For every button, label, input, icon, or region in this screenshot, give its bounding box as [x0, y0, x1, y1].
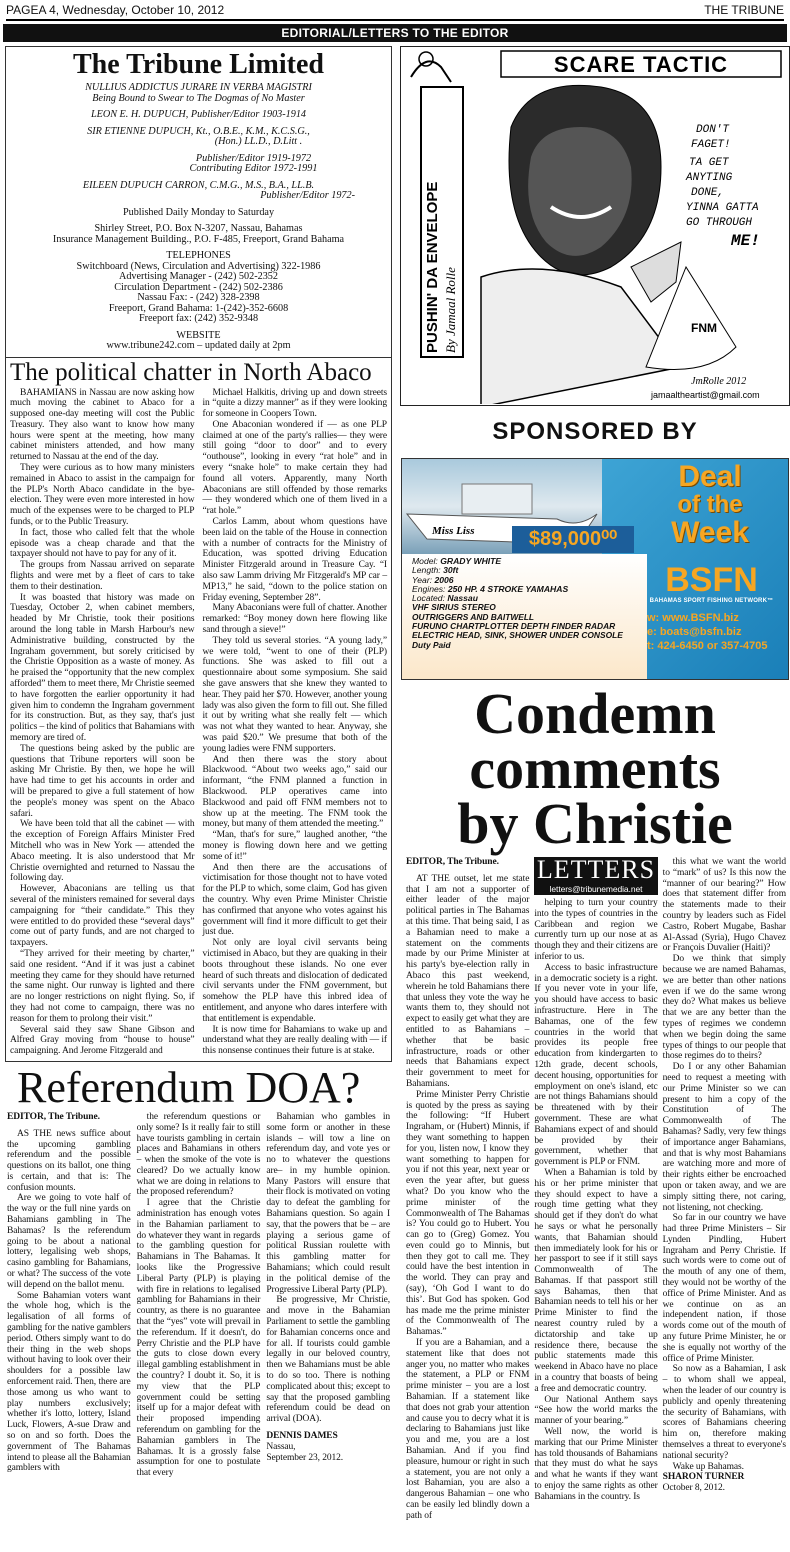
- paragraph: Prime Minister Perry Christie is quoted by the press as saying the following: “If Hubert Ingraham, or (Hubert) Minnis, if they want something to happen for you, listen now, I know they want something to happen for you if not this year, next year or even the year after, but guess what? Do you know who the prime minister of the Commonwealth of The Bahamas is? You could go to Hubert. You can go to (Greg) Gomez. You even could go to Minnis, but then they got to call me. They could have the best intention in the world. They can pray and (say), ‘Oh God I want to do this’. But God has spoken. God has made me the prime minister of the Commonwealth of The Bahamas.”: [406, 1089, 530, 1338]
- paper-name: THE TRIBUNE: [704, 3, 784, 17]
- paragraph: So now as a Bahamian, I ask – to whom shall we appeal, when the leader of our country is publicly and openly threatening the security of Bahamians, with scores of Bahamians cheering him on, therefore making themselves a threat to everyone's national security?: [662, 1364, 786, 1461]
- paragraph: They told us several stories. “A young lady,” we were told, “went to one of their (PLP) functions. She was asked to fill out a questionnaire about some symposium. She said she gave answers that she knew they wanted to hear. They paid her $70. However, another young lady was also given the form to fill out. She filled it out by writing what she really felt — which was not what they wanted to hear. Anyway, she was paid $20.” We presume that both of the young ladies were FNM supporters.: [202, 635, 387, 754]
- boat-feature: OUTRIGGERS AND BAITWELL: [412, 611, 535, 622]
- condemn-column-1: [406, 857, 529, 1522]
- publisher-eileen-years: Publisher/Editor 1972-: [260, 190, 355, 201]
- chatter-column-2: [203, 388, 388, 1057]
- paragraph: Carlos Lamm, about whom questions have been laid on the table of the House in connection with a number of contracts for the Ministry of Education, was spotted driving Education Minister Fitzgerald around in Treasure Cay. “I also saw Lamm driving Mr Fitzgerald's MP car – MP13,” he said, “down to the police station on Friday evening, September 28”.: [202, 517, 387, 603]
- publisher-etienne-years: Publisher/Editor 1919-1972: [195, 152, 312, 164]
- ad-email[interactable]: e: boats@bsfn.biz: [647, 626, 742, 638]
- svg-text:GO THROUGH: GO THROUGH: [686, 217, 753, 229]
- paragraph: And then there was the story about Blackwood. “About two weeks ago,” said our informant, “the FNM planned a function in Blackwood. PLP operatives came into Blackwood and paid off FNM members not to show up at the meeting. The FNM took the money, but many of them attended the meeting.”: [202, 754, 387, 830]
- cartoon-byline: By Jamaal Rolle: [443, 267, 458, 353]
- cartoonist-email: jamaaltheartist@gmail.com: [651, 390, 760, 400]
- svg-text:TA GET: TA GET: [689, 157, 729, 169]
- chatter-column-1: [10, 388, 195, 1057]
- letters-email[interactable]: letters@tribunemedia.net: [549, 884, 643, 894]
- motto-translation: Being Bound to Swear to The Dogmas of No Master: [92, 92, 305, 104]
- contributing-editor-years: Contributing Editor 1972-1991: [189, 163, 318, 174]
- telephone-line: Switchboard (News, Circulation and Advertising) 322-1986: [76, 260, 321, 272]
- paragraph: However, Abaconians are telling us that several of the ministers remained for several days campaigning for “their candidate.” This they were entitled to do provided these “several days” come out of party funds, and are not charged to taxpayers.: [10, 884, 195, 949]
- referendum-place: Nassau,: [266, 1441, 296, 1452]
- paragraph: Do we think that simply because we are named Bahamas, we are better than other nations even if we do the same wrong they do? What makes us believe that we are any better than the types of regimes we condemn when we begin doing the same types of things to our people that those regimes do to theirs?: [662, 954, 786, 1062]
- referendum-column-2: [137, 1112, 261, 1479]
- paragraph: Bahamian who gambles in some form or another in these islands – will tow a line on referendum day, and vote yes or no to whatever the questions are– in my humble opinion. Many Pastors will ensure that their flock is motivated on voting day to defeat the gambling for Bahamians question. So again I say, that the powers that be – are playing a serious game of political Russian roulette with this gambling matter for Bahamians; which could result in the political demise of the Progressive Liberal Party (PLP).: [266, 1111, 391, 1295]
- paragraph: Michael Halkitis, driving up and down streets in “quite a dizzy manner” as if they were looking for someone in Coopers Town.: [202, 387, 387, 420]
- referendum-salutation: EDITOR, The Tribune.: [7, 1111, 100, 1122]
- cartoon-series: PUSHIN' DA ENVELOPE: [424, 181, 441, 353]
- cartoon-title: SCARE TACTIC: [553, 52, 729, 77]
- boat-advertisement[interactable]: [401, 458, 789, 680]
- boat-specs: Model: GRADY WHITE Length: 30ft Year: 2006 Engines: 250 HP. 4 STROKE YAMAHAS Located: Nassau VHF SIRIUS STEREO OUTRIGGERS AND BAITWELL FURUNO CHARTPLOTTER DEPTH FINDER RADAR ELECTRIC HEAD, SINK, SHOWER UNDER CONSOLE Duty Paid: [402, 554, 647, 680]
- address-freeport: Insurance Management Building., P.O. F-485, Freeport, Grand Bahama: [52, 233, 345, 245]
- paragraph: this what we want the world to “mark” of us? Is this now the “manner of our bearing?” How does that statement differ from the statements made to their country by leaders such as Fidel Castro, Robert Mugabe, Bashar Al-Assad (Syria), Hugo Chavez or François Duvalier (Haiti)?: [662, 857, 786, 954]
- telephone-line: Nassau Fax: - (242) 328-2398: [137, 292, 260, 303]
- paragraph: the referendum questions or only some? Is it really fair to still have tourists gambling in certain places and Bahamians in others – when the smoke of the vote is cleared? Do we actually know what we are doing in relations to the proposed referendum?: [136, 1111, 261, 1198]
- paragraph: We have been told that all the cabinet — with the exception of Foreign Affairs Minister Fred Mitchell who was in New York — attended the Abaco meeting. It is also understood that Mr Christie overnighted and returned to Nassau the following day.: [10, 819, 195, 884]
- paragraph: “Man, that's for sure,” laughed another, “the money is flowing down here and we getting some of it!”: [202, 830, 387, 862]
- masthead: [5, 46, 392, 358]
- paragraph: Many Abaconians were full of chatter. Another remarked: “Boy money down here flowing like sand through a sieve!”: [202, 603, 387, 636]
- paragraph: Our National Anthem says “See how the world marks the manner of your bearing.”: [534, 1394, 658, 1427]
- referendum-letter: [5, 1064, 392, 1479]
- paragraph: Access to basic infrastructure in a democratic society is a right. If you never vote in your life, you should have access to basic infrastructure. Here in The Bahamas, one of the few countries in the world that provides its people free education from kindergarten to 12th grade, decent schools, decent housing, opportunities for employment on one's island, etc are not things Bahamians should be threatened with by their government. These are what Bahamians expect of and should be provided by their government, whether that government is PLP or FNM.: [534, 962, 658, 1168]
- letters-box: [534, 857, 657, 895]
- svg-text:FAGET!: FAGET!: [691, 139, 731, 151]
- condemn-salutation: EDITOR, The Tribune.: [406, 857, 499, 867]
- paragraph: Several said they saw Shane Gibson and Alfred Gray moving from “house to house” campaigning. And Jerome Fitzgerald and: [10, 1024, 195, 1057]
- paragraph: AS THE news suffice about the upcoming gambling referendum and the possible questions on its ballot, one thing is certain, and that is: The confusion mounts.: [7, 1128, 131, 1193]
- boat-feature: FURUNO CHARTPLOTTER DEPTH FINDER RADAR: [412, 621, 616, 632]
- cartoon-illustration: [401, 47, 788, 404]
- referendum-signer: DENNIS DAMES: [266, 1431, 338, 1442]
- cartoon-speech: [685, 124, 760, 250]
- deal-of-the-week: Deal of the Week: [671, 460, 749, 549]
- paragraph: The groups from Nassau arrived on separate flights and were met by a fleet of cars to take them to their destination.: [10, 560, 195, 592]
- svg-text:ANYTING: ANYTING: [686, 172, 733, 184]
- paragraph: “They arrived for their meeting by charter,” said one resident. “And if it was just a cabinet meeting they came for they should have returned the same night. Our runway is lighted and there are no longer restrictions on night flying. So, if they had not come to campaign, there was no reason for them to prolong their visit.”: [10, 948, 195, 1024]
- paragraph: Well now, the world is marking that our Prime Minister has told thousands of Bahamians that they must do what he says and what he wants if they want to enjoy the same rights as other Bahamians in the country. Is: [534, 1427, 658, 1502]
- paragraph: BAHAMIANS in Nassau are now asking how much moving the cabinet to Abaco for a supposed one-day meeting will cost the Public Treasury. They also want to know how many hours were spent at the meeting, how many cabinet ministers attended, and how many returned to Nassau at the end of the day.: [10, 387, 195, 463]
- condemn-column-3: [663, 857, 786, 1522]
- address-nassau: Shirley Street, P.O. Box N-3207, Nassau, Bahamas: [94, 223, 303, 234]
- telephone-line: Freeport, Grand Bahama: 1-(242)-352-6608: [108, 302, 289, 314]
- referendum-headline: Referendum DOA?: [17, 1062, 361, 1112]
- condemn-date: October 8, 2012.: [662, 1483, 725, 1494]
- paragraph: AT THE outset, let me state that I am not a supporter of either leader of the major political parties in The Bahamas at this time. That being said, I as a Bahamian need to make a statement on the comments made by our Prime Minister at his party's bye-election rally in Abaco this past weekend, wherein he told Bahamians there that unless they vote the way he wants them to, they should not expect to easily get what they are entitled to as Bahamians – whether that be basic infrastructure, roads or other needs that Bahamians expect their government to meet for Bahamians.: [406, 873, 530, 1089]
- referendum-column-3: [266, 1112, 390, 1479]
- paragraph: They were curious as to how many ministers remained in Abaco to assist in the campaign for the PLP's North Abaco candidate in the bye-election. They were even more interested in how much of the expenses were to be charged to PLP funds, or to the Public Treasury.: [10, 463, 195, 528]
- paragraph: Do I or any other Bahamian need to request a meeting with our Prime Minister so we can present to him a copy of the Constitution of The Commonwealth of The Bahamas? Sadly, very few things of importance anger Bahamians, and that is why most Bahamians are watching more and more of their rights either be encroached upon or taken away, and we are simply sitting there, not caring, not listening, not checking.: [662, 1062, 786, 1213]
- telephone-line: Advertising Manager - (242) 502-2352: [118, 271, 278, 282]
- editorial-cartoon: [400, 46, 790, 406]
- telephone-line: Freeport fax: (242) 352-9348: [138, 313, 259, 324]
- letters-label: LETTERS: [536, 855, 656, 884]
- referendum-column-1: [7, 1112, 131, 1479]
- paragraph: Are we going to vote half of the way or the full nine yards on Bahamians gambling in The Bahamas? Is the referendum going to be about a national lottery, legalising web shops, casino gambling for Bahamians, or what? The success of the vote will depend on the ballot menu.: [7, 1193, 131, 1290]
- paragraph: Wake up Bahamas.: [672, 1461, 744, 1472]
- paragraph: I agree that the Christie administration has enough votes in the Bahamian parliament to do whatever they want in regards to the gambling question for Bahamians in The Bahamas. It looks like the Progressive Liberal Party (PLP) is playing with fire in relations to legalised gambling for Bahamians in their country, as there is no guarantee that the “yes” vote will prevail in the referendum. If it doesn't, do Perry Christie and the PLP have the guts to close down every illegal gambling establishment in the country? I doubt it. So, it is my view that the PLP government could be setting itself up for a major defeat with their proposed impending referendum on gambling for the Bahamian gamblers in The Bahamas. It is a grossly false assumption for one to postulate that every: [136, 1198, 261, 1479]
- left-column: [5, 46, 392, 1479]
- paragraph: Not only are loyal civil servants being victimised in Abaco, but they are quaking in their boots throughout these islands. No one ever heard of such threats and dislocation of dedicated civil servants under the FNM government, but somehow the PLP have this inbred idea of entitlement, and anyone who dares interfere with that entitlement is expendable.: [202, 938, 387, 1024]
- price: $89,000⁰⁰: [512, 526, 634, 553]
- sponsored-by-label: SPONSORED BY: [492, 418, 698, 445]
- boat-feature: Duty Paid: [412, 639, 451, 650]
- paragraph: It was boasted that history was made on Tuesday, October 2, when cabinet members, headed by Mr Christie, took their positions around the long table in Marsh Harbour's new Administrative building, constructed by the Ingraham government, but sorely criticised by the Christie Opposition as a waste of money. As he praised the “opportunity that the new complex afforded” them to meet there, Mr Christie seemed to have forgotten the earlier opportunity it had given him to condemn the Ingraham government for its construction. But, as they say, that's just politics – the kind of politics that Bahamians with memory are tired of.: [10, 592, 195, 743]
- condemn-headline: Condemn comments by Christie: [457, 681, 733, 856]
- bsfn-logo: BSFN BAHAMAS SPORT FISHING NETWORK™: [649, 561, 774, 604]
- telephone-line: Circulation Department - (242) 502-2386: [114, 281, 283, 293]
- masthead-title: The Tribune Limited: [72, 49, 324, 80]
- svg-text:YINNA GATTA: YINNA GATTA: [686, 202, 759, 214]
- paragraph: The questions being asked by the public are questions that Tribune reporters will soon be asking Mr Christie. By then, we hope he will have had time to get his accounts in order and will be prepared to give a full statement of how the people's money was spent on the Abaco safari.: [10, 743, 195, 819]
- publication-schedule: Published Daily Monday to Saturday: [122, 206, 275, 218]
- ad-website[interactable]: w: www.BSFN.biz: [647, 612, 739, 624]
- paragraph: In fact, those who called felt that the whole episode was a cheap charade and that the taxpayer should not have to pay for any of it.: [10, 527, 195, 560]
- publisher-leon: LEON E. H. DUPUCH, Publisher/Editor 1903-1914: [90, 109, 307, 120]
- telephones-heading: TELEPHONES: [166, 250, 231, 261]
- publisher-etienne: SIR ETIENNE DUPUCH, Kt., O.B.E., K.M., K.C.S.G.,: [87, 125, 310, 137]
- cartoon-sign: FNM: [691, 321, 717, 335]
- paragraph: One Abaconian wondered if — as one PLP claimed at one of the party's rallies— they were still going “door to door” and to every “outhouse”, looking in every “rat hole” and in every “snake hole” to make certain they had found all voters. Apparently, many North Abaconians are still offended by those remarks — they wondered which one of them lived in a “rat hole.”: [202, 419, 387, 517]
- page-date: PAGEA 4, Wednesday, October 10, 2012: [6, 3, 225, 17]
- paragraph: It is now time for Bahamians to wake up and understand what they are really dealing with — if this nonsense continues their future is at stake.: [202, 1024, 387, 1057]
- paragraph: Some Bahamian voters want the whole hog, which is the legalisation of all forms of gambling for the native gamblers period. Others simply want to do their thing in the web shops without having to look over their shoulders for a possible law enforcement raid. Then, there are those among us who want to play numbers exclusively; whether it's lotto, lottery, Island Luck, Flowers, A-sue Draw and so on and so forth. Does the government of The Bahamas intend to please all the Bahamian gamblers with: [7, 1290, 131, 1474]
- boat-feature: VHF SIRIUS STEREO: [412, 602, 496, 613]
- paragraph: helping to turn your country into the types of countries in the Caribbean and region we currently turn up our nose at as though they and their citizens are inferior to us.: [534, 898, 658, 962]
- cartoon-signature: JmRolle 2012: [691, 376, 747, 387]
- paragraph: If you are a Bahamian, and a statement like that does not anger you, no matter who makes the statement, a PLP or FNM prime minister – you are a lost Bahamian. If a statement like that does not grab your attention and cause you to decry what it is declaring to Bahamians just like you and me, you are a lost Bahamian. And if you find pleasure, humour or right in such a statement, you are not only a lost Bahamian, you are also a dangerous Bahamian – one who can be easily led blindly down a path of: [406, 1338, 530, 1521]
- svg-text:ME!: ME!: [731, 232, 760, 250]
- referendum-date: September 23, 2012.: [266, 1452, 344, 1463]
- boat-name: Miss Liss: [432, 525, 475, 537]
- website-url[interactable]: www.tribune242.com – updated daily at 2pm: [106, 340, 291, 351]
- website-heading: WEBSITE: [176, 329, 221, 341]
- paragraph: So far in our country we have had three Prime Ministers – Sir Lynden Pindling, Hubert Ingraham and Perry Christie. If such words were to come out of the mouth of any one of them, they would not be worthy of the office of Prime Minister. And as we continue on as an independent nation, if those words come out of the mouth of any future Prime Minister, he or she is equally not worthy of the office of Prime Minister.: [662, 1213, 786, 1364]
- ad-phone: t: 424-6450 or 357-4705: [647, 640, 768, 652]
- paragraph: And then there are the accusations of victimisation for those thought not to have voted for the PLP to which, some claim, God has given the country. Why even Prime Minister Christie has confirmed that anyone who votes against his government will find it more difficult to get their just due.: [202, 862, 387, 938]
- boat-feature: ELECTRIC HEAD, SINK, SHOWER UNDER CONSOLE: [412, 630, 623, 641]
- publisher-etienne-degrees: (Hon.) LL.D., D.Litt .: [214, 136, 303, 147]
- chatter-article: [5, 358, 392, 1062]
- publisher-eileen: EILEEN DUPUCH CARRON, C.M.G., M.S., B.A., LL.B.: [82, 179, 315, 191]
- motto: NULLIUS ADDICTUS JURARE IN VERBA MAGISTRI: [85, 82, 312, 93]
- svg-text:DONE,: DONE,: [691, 187, 725, 199]
- condemn-letter: [400, 857, 790, 1522]
- chatter-headline: The political chatter in North Abaco: [10, 358, 372, 386]
- svg-text:DON'T: DON'T: [696, 124, 730, 136]
- paragraph: Be progressive, Mr Christie, and move in the Bahamian Parliament to settle the gambling for Bahamian concerns once and for all. If tourists could gamble legally in our beloved country, then we Bahamians must be able to do so too. There is nothing complicated about this; except to say that the proposed gambling referendum could be dead on arrival (DOA).: [266, 1295, 391, 1425]
- condemn-column-2: [534, 857, 657, 1522]
- page-header: [6, 3, 784, 21]
- right-column: [400, 46, 790, 1522]
- condemn-signer: SHARON TURNER: [662, 1472, 745, 1483]
- paragraph: When a Bahamian is told by his or her prime minister that they should expect to have a rough time getting what they should get if they don't do what he says or what he personally wants, that Bahamian should then immediately look for his or her passport to see if it still says Commonwealth of The Bahamas. If that passport still says Bahamas, then that Bahamian needs to tell his or her Prime Minister to find the nearest country ruled by a dictatorship and take up residence there, because the public statements made this weekend in Abaco have no place in a country that boasts of being a free and democratic country.: [534, 1167, 658, 1394]
- ad-contact: [647, 611, 782, 653]
- section-bar: EDITORIAL/LETTERS TO THE EDITOR: [3, 24, 787, 42]
